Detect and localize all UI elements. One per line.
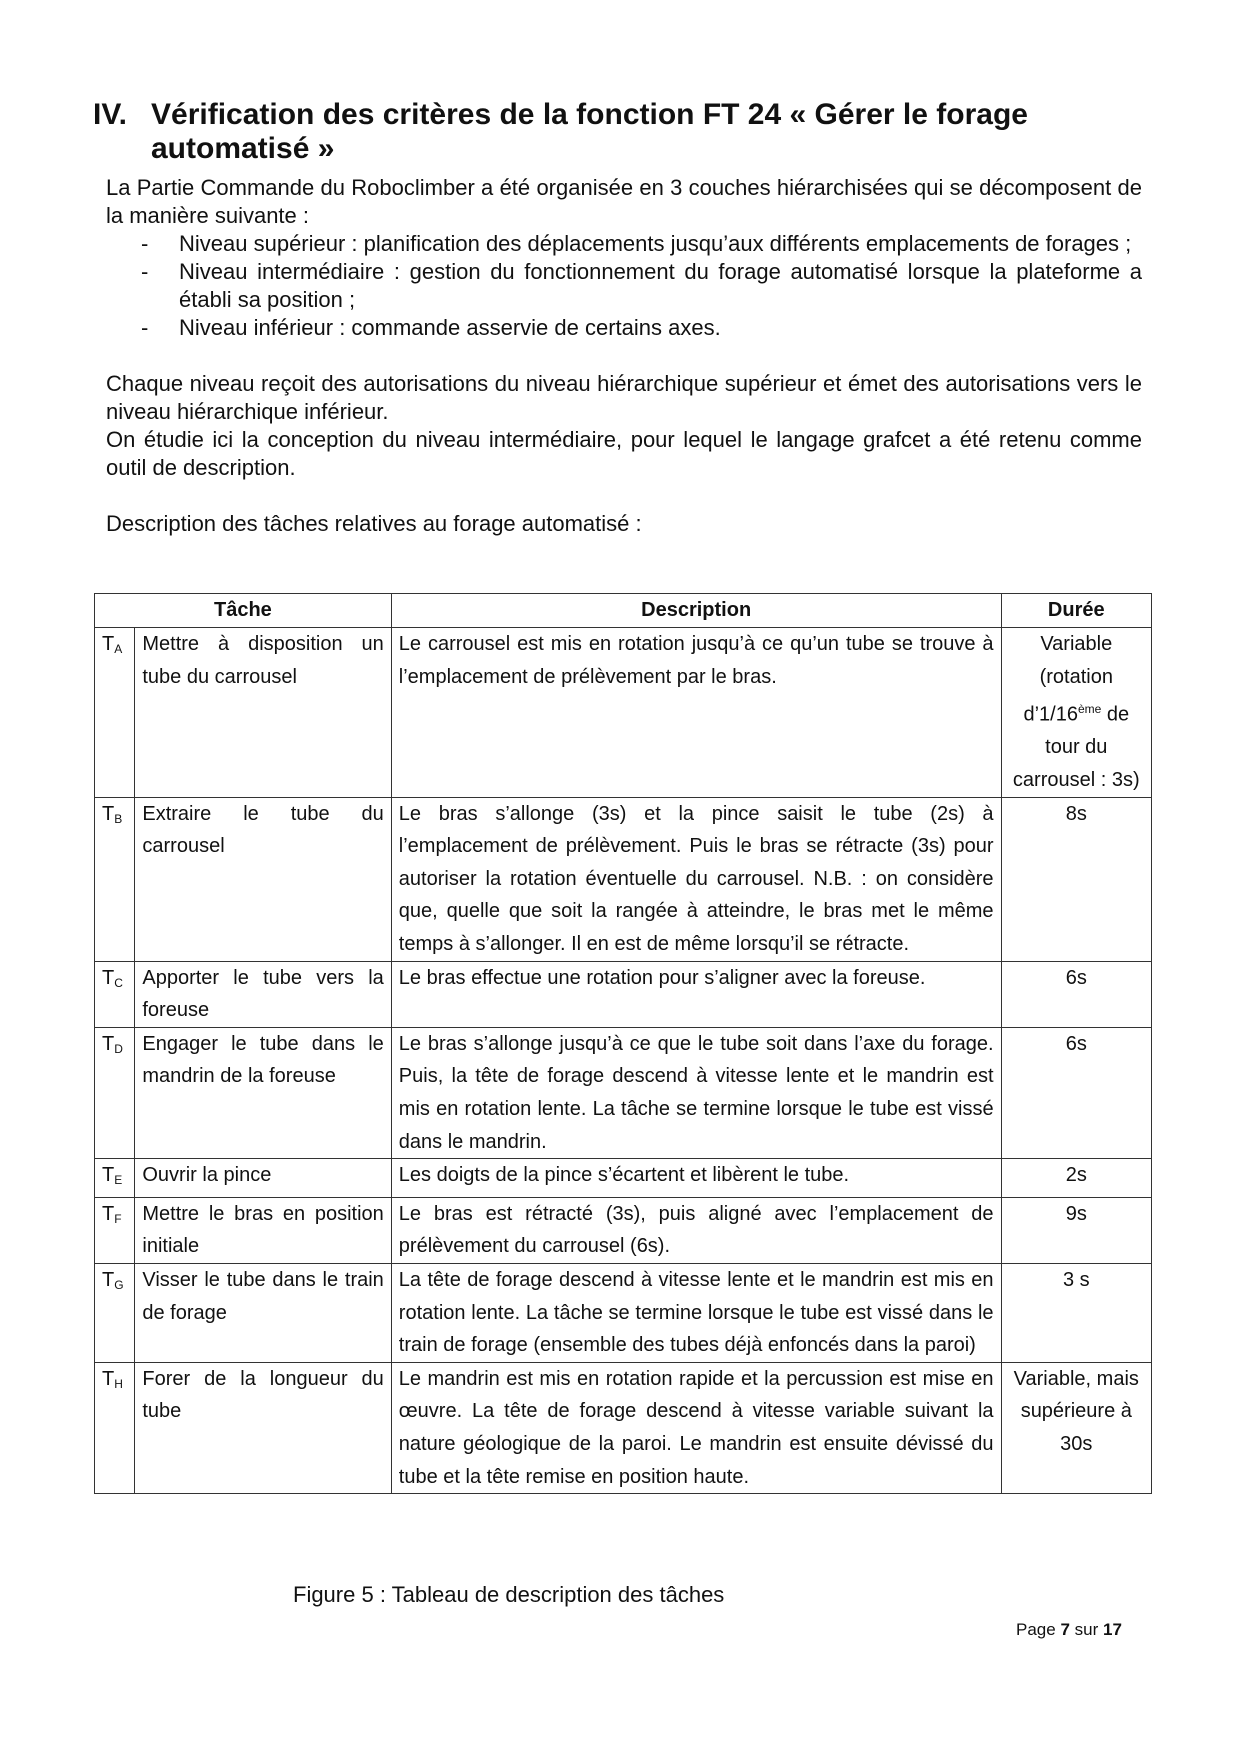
task-duration: 2s [1001, 1159, 1151, 1198]
intro-paragraph-1: La Partie Commande du Roboclimber a été organisée en 3 couches hiérarchisées qui se décomposent de la manière suivante : [106, 175, 1142, 228]
task-code: $T_F$ [95, 1197, 135, 1263]
task-description: Le bras s’allonge (3s) et la pince saisit le tube (2s) à l’emplacement de prélèvement. Puis le bras se rétracte (3s) pour autoriser la rotation éventuelle du carrousel. N.B. : on considère que, quelle que soit la rangée à atteindre, le bras met le même temps à s’allonger. Il en est de même lorsqu’il se rétracte. [391, 797, 1001, 961]
table-row [95, 797, 1152, 961]
intro-paragraph-2: Chaque niveau reçoit des autorisations du niveau hiérarchique supérieur et émet des autorisations vers le niveau hiérarchique inférieur. [106, 371, 1142, 424]
table-row [95, 1197, 1152, 1263]
header-description: Description [391, 594, 1001, 628]
task-name: Mettre le bras en position initiale [135, 1197, 391, 1263]
task-code: $T_H$ [95, 1362, 135, 1493]
task-name: Extraire le tube du carrousel [135, 797, 391, 961]
table-row [95, 1159, 1152, 1198]
task-name: Mettre à disposition un tube du carrousel [135, 628, 391, 798]
task-duration: 6s [1001, 1027, 1151, 1158]
task-description: La tête de forage descend à vitesse lente et le mandrin est mis en rotation lente. La tâche se termine lorsque le tube est vissé dans le train de forage (ensemble des tubes déjà enfoncés dans la paroi) [391, 1263, 1001, 1362]
task-description: Le mandrin est mis en rotation rapide et la percussion est mise en œuvre. La tête de forage descend à vitesse variable suivant la nature géologique de la paroi. Le mandrin est ensuite dévissé du tube et la tête remise en position haute. [391, 1362, 1001, 1493]
table-row [95, 1263, 1152, 1362]
list-item: - Niveau inférieur : commande asservie de certains axes. [141, 315, 721, 340]
task-description: Le bras effectue une rotation pour s’aligner avec la foreuse. [391, 961, 1001, 1027]
section-title-line1: Vérification des critères de la fonction FT 24 « Gérer le forage [151, 98, 1028, 131]
task-table [94, 593, 1152, 1494]
task-code: $T_B$ [95, 797, 135, 961]
list-item: - Niveau intermédiaire : gestion du fonctionnement du forage automatisé lorsque la plateforme a établi sa position ; [141, 259, 1142, 312]
task-name: Engager le tube dans le mandrin de la foreuse [135, 1027, 391, 1158]
section-heading [93, 98, 1143, 166]
table-row [95, 961, 1152, 1027]
list-item: - Niveau supérieur : planification des déplacements jusqu’aux différents emplacements de forages ; [141, 231, 1132, 256]
table-row [95, 1362, 1152, 1493]
figure-caption: Figure 5 : Tableau de description des tâches [293, 1582, 725, 1607]
task-description: Le carrousel est mis en rotation jusqu’à ce qu’un tube se trouve à l’emplacement de prélèvement par le bras. [391, 628, 1001, 798]
task-code: $T_A$ [95, 628, 135, 798]
task-description: Les doigts de la pince s’écartent et libèrent le tube. [391, 1159, 1001, 1198]
task-code: $T_D$ [95, 1027, 135, 1158]
task-name: Apporter le tube vers la foreuse [135, 961, 391, 1027]
task-duration: Variable (rotation d’1/16ème de tour du carrousel : 3s) [1001, 628, 1151, 798]
header-task: Tâche [95, 594, 392, 628]
task-name: Visser le tube dans le train de forage [135, 1263, 391, 1362]
task-code: $T_G$ [95, 1263, 135, 1362]
task-name: Forer de la longueur du tube [135, 1362, 391, 1493]
section-number: IV. [93, 98, 127, 131]
table-row [95, 628, 1152, 798]
table-intro: Description des tâches relatives au forage automatisé : [106, 511, 642, 536]
table-row [95, 1027, 1152, 1158]
task-code: $T_E$ [95, 1159, 135, 1198]
intro-paragraph-3: On étudie ici la conception du niveau intermédiaire, pour lequel le langage grafcet a été retenu comme outil de description. [106, 427, 1142, 480]
task-description: Le bras est rétracté (3s), puis aligné avec l’emplacement de prélèvement du carrousel (6s). [391, 1197, 1001, 1263]
task-description: Le bras s’allonge jusqu’à ce que le tube soit dans l’axe du forage. Puis, la tête de forage descend à vitesse lente et le mandrin est mis en rotation lente. La tâche se termine lorsque le tube est vissé dans le mandrin. [391, 1027, 1001, 1158]
task-duration: 8s [1001, 797, 1151, 961]
page-number: Page 7 sur 17 [1016, 1620, 1122, 1639]
levels-list [106, 230, 1142, 342]
task-duration: 6s [1001, 961, 1151, 1027]
header-duration: Durée [1001, 594, 1151, 628]
table-header-row [95, 594, 1152, 628]
task-code: $T_C$ [95, 961, 135, 1027]
task-duration: Variable, mais supérieure à 30s [1001, 1362, 1151, 1493]
task-duration: 3 s [1001, 1263, 1151, 1362]
task-name: Ouvrir la pince [135, 1159, 391, 1198]
intro-text [106, 174, 1142, 538]
section-title-line2: automatisé » [151, 132, 335, 165]
task-duration: 9s [1001, 1197, 1151, 1263]
